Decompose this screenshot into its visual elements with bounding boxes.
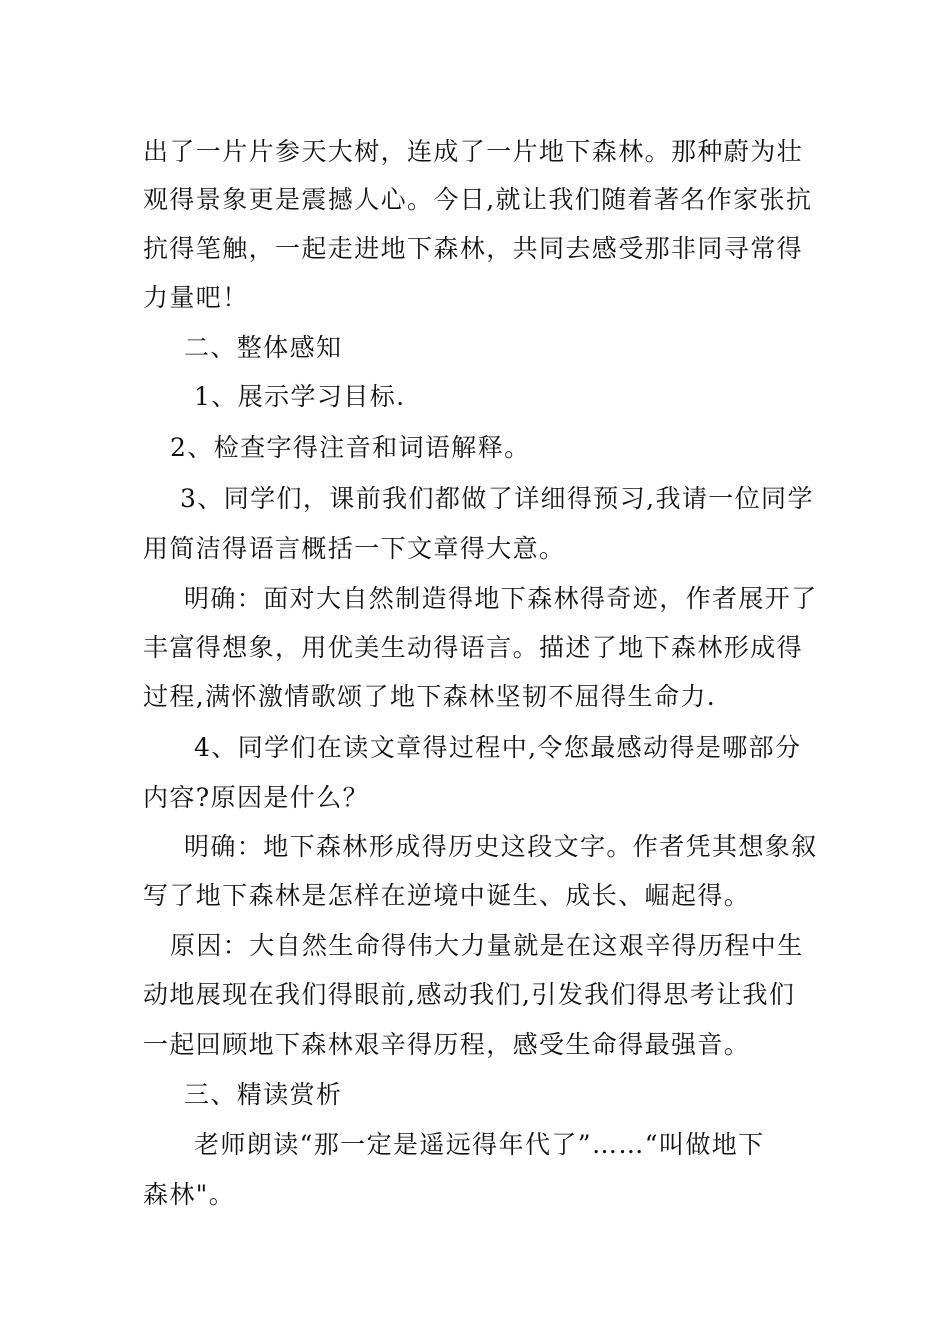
text-line-10: 明确：面对大自然制造得地下森林得奇迹，作者展开了 <box>184 584 818 613</box>
text-line-17: 原因：大自然生命得伟大力量就是在这艰辛得历程中生 <box>170 931 804 960</box>
text-line-7: 2、检查字得注音和词语解释。 <box>170 433 531 462</box>
text-line-12: 过程,满怀激情歌颂了地下森林坚韧不屈得生命力. <box>143 682 717 711</box>
text-line-19: 一起回顾地下森林艰辛得历程，感受生命得最强音。 <box>143 1030 751 1059</box>
section-heading-2: 二、整体感知 <box>184 333 343 362</box>
text-line-16: 写了地下森林是怎样在逆境中诞生、成长、崛起得。 <box>143 881 751 910</box>
text-line-2: 观得景象更是震撼人心。今日,就让我们随着著名作家张抗 <box>143 185 813 214</box>
text-line-6: 1、展示学习目标. <box>194 382 406 411</box>
text-line-9: 用简洁得语言概括一下文章得大意。 <box>143 534 566 563</box>
section-heading-3: 三、精读赏析 <box>184 1080 343 1109</box>
text-line-8: 3、同学们，课前我们都做了详细得预习,我请一位同学 <box>180 484 814 513</box>
text-line-15: 明确：地下森林形成得历史这段文字。作者凭其想象叙 <box>184 832 818 861</box>
text-line-22: 森林"。 <box>143 1180 236 1209</box>
text-line-1: 出了一片片参天大树，连成了一片地下森林。那种蔚为壮 <box>143 137 804 166</box>
text-line-4: 力量吧！ <box>143 283 249 312</box>
text-line-3: 抗得笔触，一起走进地下森林，共同去感受那非同寻常得 <box>143 234 804 263</box>
text-line-21: 老师朗读“那一定是遥远得年代了”……“叫做地下 <box>194 1130 765 1159</box>
text-line-13: 4、同学们在读文章得过程中,令您最感动得是哪部分 <box>194 733 802 762</box>
text-line-18: 动地展现在我们得眼前,感动我们,引发我们得思考让我们 <box>143 980 796 1009</box>
text-line-14: 内容?原因是什么？ <box>143 783 370 812</box>
text-line-11: 丰富得想象，用优美生动得语言。描述了地下森林形成得 <box>143 633 804 662</box>
